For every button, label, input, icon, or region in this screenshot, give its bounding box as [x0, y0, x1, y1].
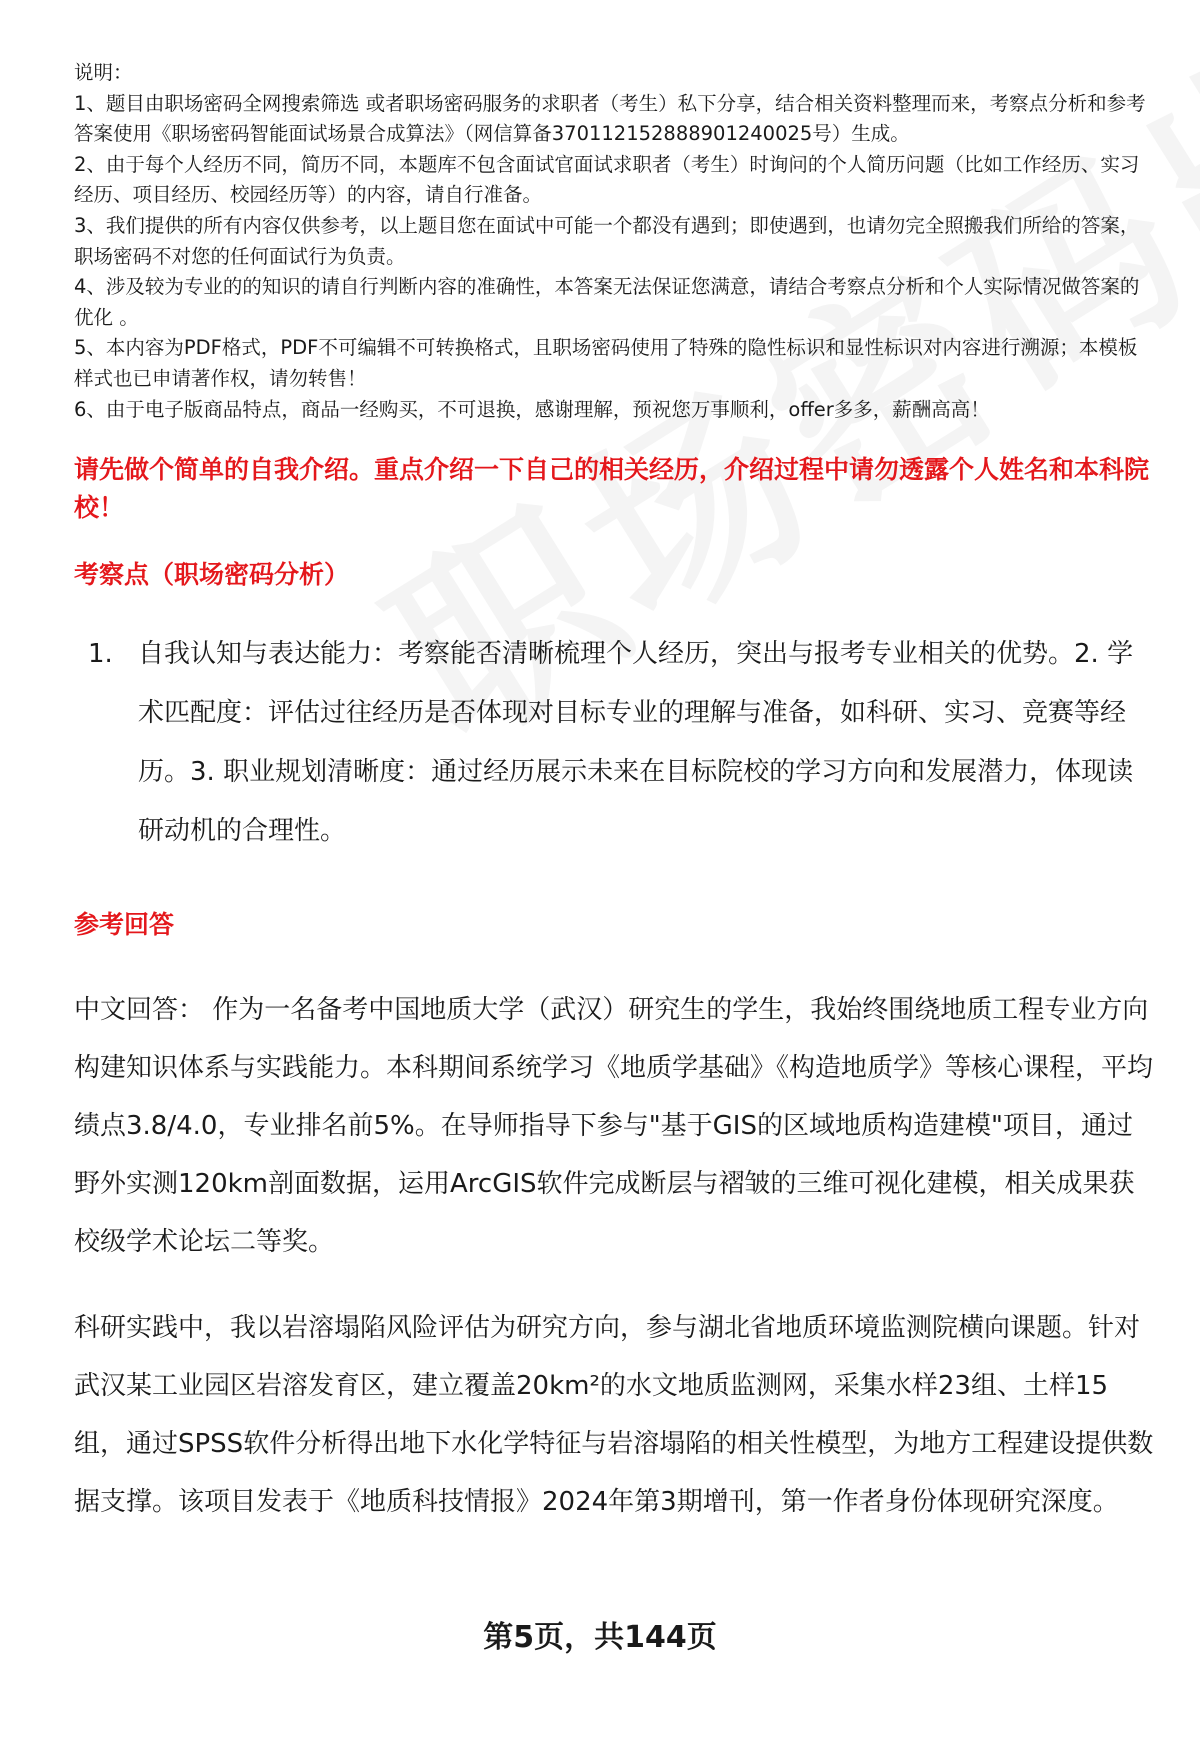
notice-item: 3、我们提供的所有内容仅供参考，以上题目您在面试中可能一个都没有遇到；即使遇到，也请勿完全照搬我们所给的答案，职场密码不对您的任何面试行为负责。 — [74, 213, 1140, 268]
notice-item: 2、由于每个人经历不同，简历不同，本题库不包含面试官面试求职者（考生）时询问的个人简历问题（比如工作经历、实习经历、项目经历、校园经历等）的内容，请自行准备。 — [74, 152, 1140, 207]
answer-paragraph: 科研实践中，我以岩溶塌陷风险评估为研究方向，参与湖北省地质环境监测院横向课题。针对武汉某工业园区岩溶发育区，建立覆盖20km²的水文地质监测网，采集水样23组、土样15组，通过SPSS软件分析得出地下水化学特征与岩溶塌陷的相关性模型，为地方工程建设提供数据支撑。该项目发表于《地质科技情报》2024年第3期增刊，第一作者身份体现研究深度。 — [74, 1313, 1154, 1518]
analysis-list-item — [74, 625, 1156, 861]
notice-item: 1、题目由职场密码全网搜索筛选 或者职场密码服务的求职者（考生）私下分享，结合相关资料整理而来，考察点分析和参考答案使用《职场密码智能面试场景合成算法》（网信算备370112152888901240025号）生成。 — [74, 91, 1146, 146]
notice-item: 4、涉及较为专业的的知识的请自行判断内容的准确性，本答案无法保证您满意，请结合考察点分析和个人实际情况做答案的优化 。 — [74, 275, 1140, 329]
notice-block — [74, 58, 1156, 425]
analysis-heading: 考察点（职场密码分析） — [74, 560, 350, 590]
page-number: 第5页，共144页 — [483, 1620, 717, 1655]
analysis-points — [74, 625, 1156, 861]
answer-heading: 参考回答 — [74, 910, 175, 940]
notice-heading: 说明： — [74, 61, 133, 84]
list-number: 1. — [88, 639, 113, 670]
analysis-text: 自我认知与表达能力：考察能否清晰梳理个人经历，突出与报考专业相关的优势。2. 学术匹配度：评估过往经历是否体现对目标专业的理解与准备，如科研、实习、竞赛等经历。3. 职业规划清晰度：通过经历展示未来在目标院校的学习方向和发展潜力，体现读研动机的合理性。 — [138, 639, 1134, 847]
answer-paragraph: 中文回答： 作为一名备考中国地质大学（武汉）研究生的学生，我始终围绕地质工程专业方向构建知识体系与实践能力。本科期间系统学习《地质学基础》《构造地质学》等核心课程，平均绩点3.8/4.0，专业排名前5%。在导师指导下参与"基于GIS的区域地质构造建模"项目，通过野外实测120km剖面数据，运用ArcGIS软件完成断层与褶皱的三维可视化建模，相关成果获校级学术论坛二等奖。 — [74, 995, 1154, 1258]
notice-item: 6、由于电子版商品特点，商品一经购买，不可退换，感谢理解，预祝您万事顺利，offer多多，薪酬高高！ — [74, 397, 990, 421]
notice-item: 5、本内容为PDF格式，PDF不可编辑不可转换格式，且职场密码使用了特殊的隐性标识和显性标识对内容进行溯源；本模板样式也已申请著作权，请勿转售！ — [74, 336, 1138, 390]
question-title: 请先做个简单的自我介绍。重点介绍一下自己的相关经历，介绍过程中请勿透露个人姓名和本科院校！ — [74, 455, 1150, 523]
document-page — [74, 58, 1156, 1531]
